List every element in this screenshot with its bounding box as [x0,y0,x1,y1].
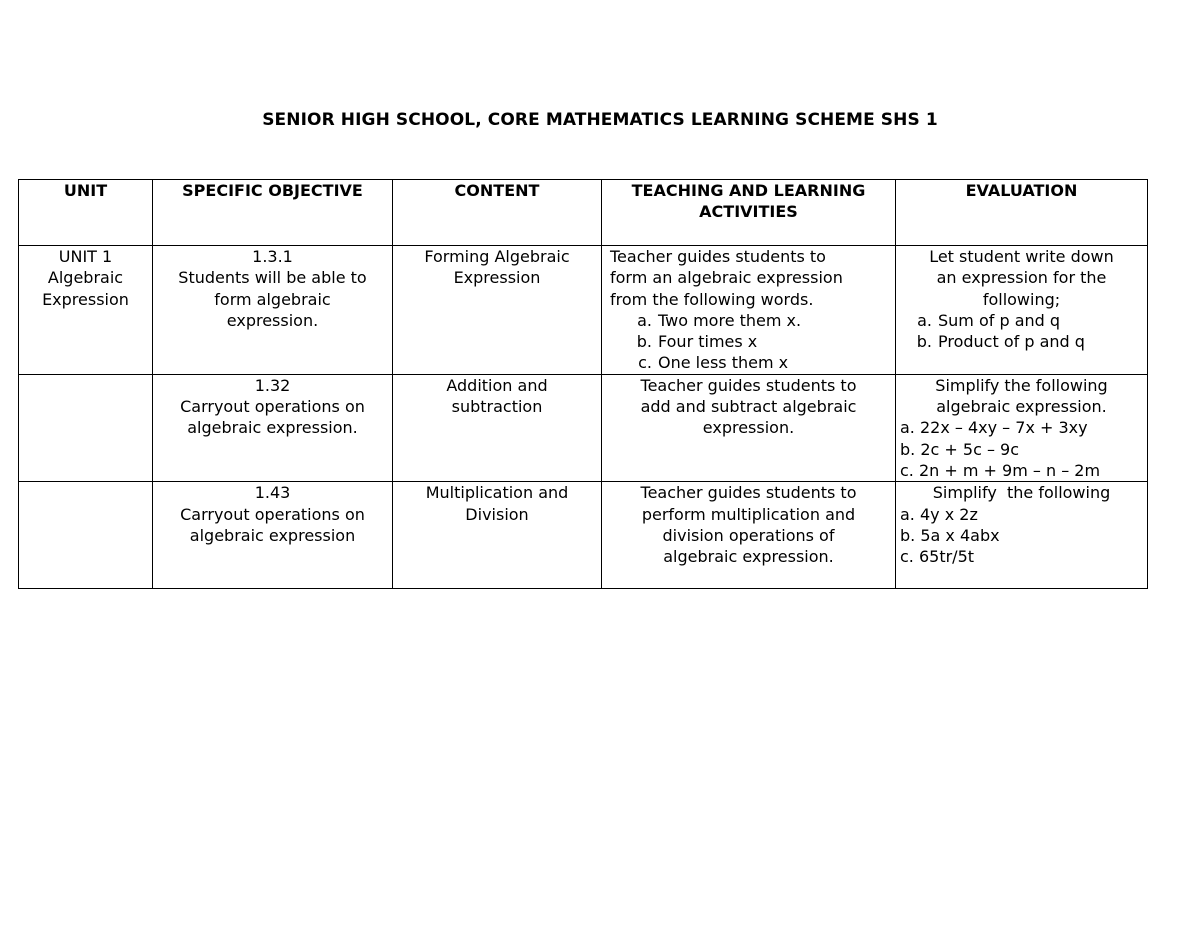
list-marker: b. [636,332,652,352]
objective-cell [153,482,393,589]
header-teaching-activities [602,180,896,246]
unit-line: UNIT 1 [58,247,113,266]
content-line: subtraction [451,397,543,417]
list-item [900,331,1143,352]
activities-line: perform multiplication and [641,504,856,524]
activities-line: from the following words. [610,289,814,309]
list-marker: c. [638,353,652,373]
evaluation-item: b. 2c + 5c – 9c [900,439,1020,459]
unit-line: Algebraic [47,268,124,288]
objective-line: Carryout operations on [180,397,365,417]
table-row [19,482,1148,589]
evaluation-item: a. 4y x 2z [900,504,978,524]
activities-line: Teacher guides students to [640,375,857,395]
list-marker: b. [916,332,932,352]
activities-line: form an algebraic expression [610,268,843,288]
evaluation-item: b. 5a x 4abx [900,525,1000,545]
learning-scheme-table [18,179,1148,589]
activities-line: Teacher guides students to [610,247,826,266]
evaluation-cell [896,246,1148,375]
activities-line: add and subtract algebraic [640,397,857,417]
objective-line: algebraic expression [189,525,356,545]
list-item [606,331,891,352]
objective-number: 1.3.1 [252,247,293,266]
header-activities-line1: TEACHING AND LEARNING [631,181,866,200]
objective-number: 1.32 [254,375,291,395]
unit-cell [19,482,153,589]
evaluation-line: an expression for the [936,268,1107,288]
objective-line: Students will be able to [178,268,367,288]
evaluation-line: following; [982,289,1061,309]
list-text: Two more them x. [658,310,802,330]
objective-cell [153,246,393,375]
list-item [606,352,891,373]
evaluation-line: algebraic expression. [936,397,1107,417]
evaluation-cell [896,374,1148,481]
list-marker: a. [917,310,932,330]
objective-line: Carryout operations on [180,504,365,524]
objective-line: expression. [226,310,319,330]
unit-cell [19,374,153,481]
list-marker: a. [637,310,652,330]
evaluation-item: a. 22x – 4xy – 7x + 3xy [900,418,1088,438]
evaluation-cell [896,482,1148,589]
evaluation-item: c. 65tr/5t [900,547,975,567]
content-line: Expression [453,268,541,288]
table-header-row [19,180,1148,246]
objective-line: algebraic expression. [187,418,358,438]
activities-line: Teacher guides students to [640,483,857,503]
table-row [19,374,1148,481]
activities-line: expression. [702,418,795,438]
list-text: One less them x [658,353,789,373]
content-line: Multiplication and [425,483,569,503]
evaluation-item: c. 2n + m + 9m – n – 2m [900,460,1101,480]
list-text: Four times x [658,332,758,352]
objective-number: 1.43 [254,483,291,503]
document-title: SENIOR HIGH SCHOOL, CORE MATHEMATICS LEARNING SCHEME SHS 1 [262,110,938,130]
header-evaluation: EVALUATION [896,180,1148,246]
objective-cell [153,374,393,481]
evaluation-line: Simplify the following [935,375,1108,395]
activities-cell [602,374,896,481]
activities-cell [602,246,896,375]
header-specific-objective: SPECIFIC OBJECTIVE [153,180,393,246]
content-cell [393,482,602,589]
activities-line: division operations of [662,525,835,545]
content-line: Division [465,504,529,524]
list-text: Product of p and q [938,332,1085,352]
table-row [19,246,1148,375]
header-content: CONTENT [393,180,602,246]
list-item [900,310,1143,331]
content-line: Addition and [446,375,548,395]
activities-cell [602,482,896,589]
unit-cell [19,246,153,375]
objective-line: form algebraic [214,289,331,309]
unit-line: Expression [42,289,129,309]
content-line: Forming Algebraic [424,247,570,266]
evaluation-line: Simplify the following [932,483,1111,503]
header-activities-line2: ACTIVITIES [699,202,798,222]
content-cell [393,246,602,375]
activities-line: algebraic expression. [663,547,834,567]
list-text: Sum of p and q [938,310,1061,330]
list-item [606,310,891,331]
evaluation-line: Let student write down [929,247,1114,266]
content-cell [393,374,602,481]
header-unit: UNIT [19,180,153,246]
